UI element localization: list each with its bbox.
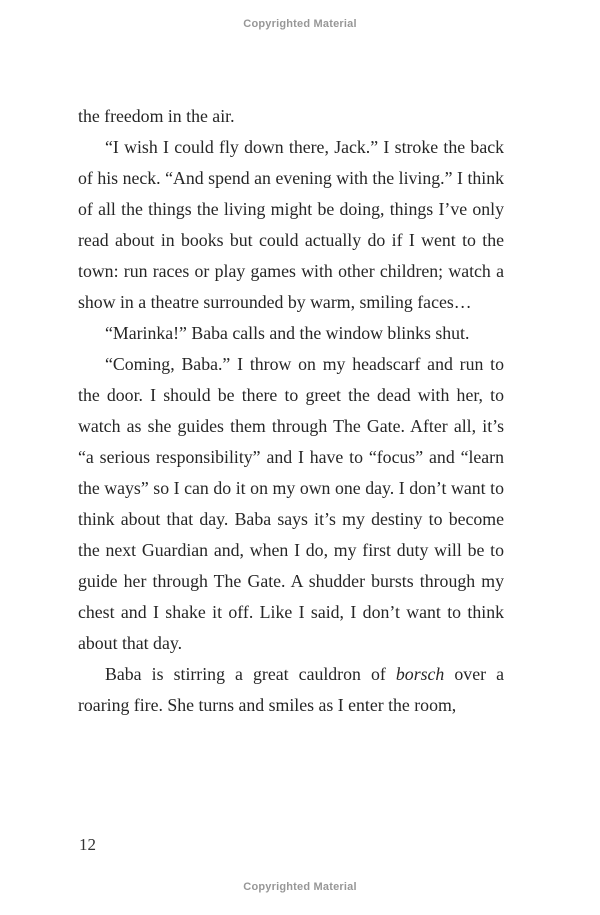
paragraph (78, 101, 504, 132)
paragraph (78, 349, 504, 659)
paragraph (78, 318, 504, 349)
copyright-notice-bottom: Copyrighted Material (243, 881, 357, 893)
body-text: “I wish I could fly down there, Jack.” I stroke the back of his neck. “And spend an evening with the living.” I think of all the things the living might be doing, things I’ve only read about in books but could actually do if I went to the town: run races or play games with other children; watch a show in a theatre surrounded by warm, smiling faces… (78, 137, 504, 312)
body-text: “Coming, Baba.” I throw on my headscarf and run to the door. I should be there to greet the dead with her, to watch as she guides them through The Gate. After all, it’s “a serious responsibility” and I have to “focus” and “learn the ways” so I can do it on my own one day. I don’t want to think about that day. Baba says it’s my destiny to become the next Guardian and, when I do, my first duty will be to guide her through The Gate. A shudder bursts through my chest and I shake it off. Like I said, I don’t want to think about that day. (78, 354, 504, 653)
paragraph (78, 659, 504, 721)
body-text: “Marinka!” Baba calls and the window blinks shut. (105, 323, 470, 343)
body-text: the freedom in the air. (78, 106, 235, 126)
body-text: over a roaring fire. She turns and smiles as I enter the room, (78, 664, 504, 715)
page-body (78, 101, 504, 721)
body-text: Baba is stirring a great cauldron of (105, 664, 396, 684)
page-number: 12 (79, 835, 96, 854)
italic-text: borsch (395, 664, 445, 684)
copyright-notice-top: Copyrighted Material (243, 18, 357, 30)
paragraph (78, 132, 504, 318)
